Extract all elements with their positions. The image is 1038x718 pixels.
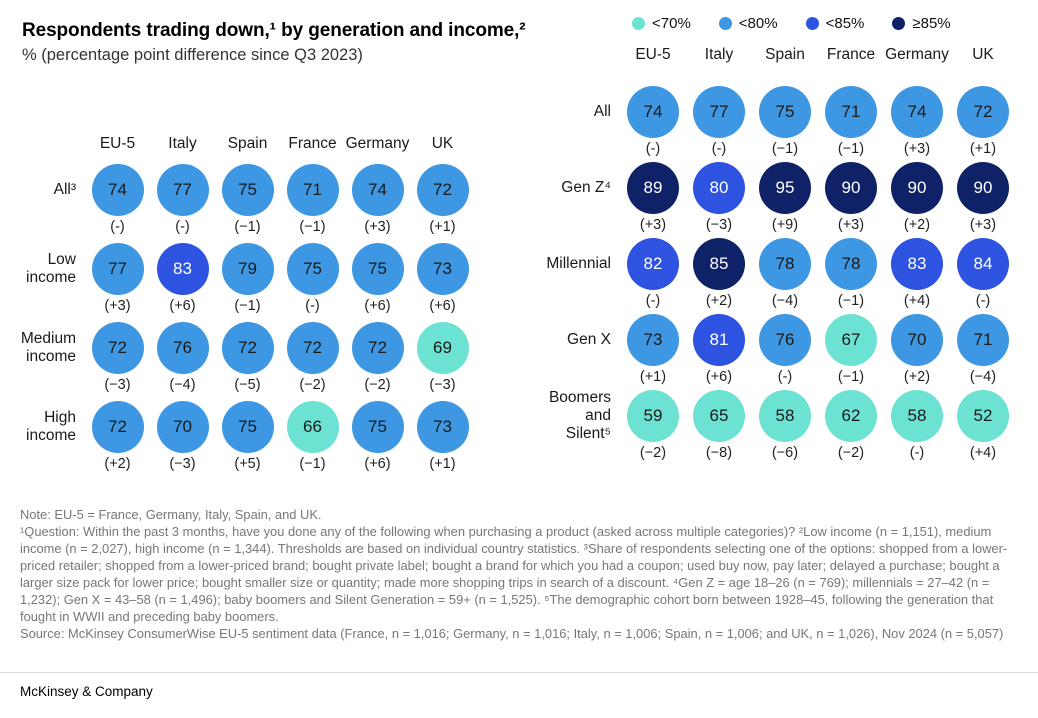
source-line: Source: McKinsey ConsumerWise EU-5 sentiment data (France, n = 1,016; Germany, n = 1,016; Italy, n = 1,006; Spain, n = 1,006; and UK, n = 1,026), Nov 2024 (n = 5,057) (20, 626, 1004, 641)
delta-label: (−2) (299, 377, 326, 393)
data-cell (150, 164, 215, 235)
legend-dot-icon (892, 17, 905, 30)
value-circle: 78 (825, 238, 877, 290)
delta-label: (+6) (429, 298, 456, 314)
data-cell (752, 238, 818, 309)
data-cell (686, 314, 752, 385)
data-cell (884, 314, 950, 385)
delta-label: (+3) (639, 217, 667, 233)
legend-item (806, 15, 865, 32)
data-cell (950, 390, 1016, 461)
grid-row (20, 322, 475, 393)
data-cell (280, 322, 345, 393)
delta-label: (+3) (969, 217, 997, 233)
legend-item (892, 15, 950, 32)
data-cell (950, 162, 1016, 233)
delta-label: (−4) (169, 377, 196, 393)
data-cell (345, 322, 410, 393)
delta-label: (−2) (639, 445, 667, 461)
data-cell (85, 401, 150, 472)
value-circle: 70 (891, 314, 943, 366)
data-cell (150, 401, 215, 472)
delta-label: (−1) (234, 219, 261, 235)
delta-label: (−6) (771, 445, 799, 461)
delta-label: (-) (975, 293, 991, 309)
data-cell (686, 162, 752, 233)
delta-label: (−1) (234, 298, 261, 314)
value-circle: 70 (157, 401, 209, 453)
delta-label: (−2) (837, 445, 865, 461)
value-circle: 72 (352, 322, 404, 374)
data-cell (215, 164, 280, 235)
generation-grid (545, 46, 1016, 466)
value-circle: 74 (352, 164, 404, 216)
data-cell (150, 322, 215, 393)
delta-label: (-) (645, 141, 661, 157)
delta-label: (−3) (705, 217, 733, 233)
column-header: France (826, 46, 876, 63)
delta-label: (−1) (299, 456, 326, 472)
data-cell (884, 162, 950, 233)
delta-label: (-) (777, 369, 793, 385)
value-circle: 75 (352, 401, 404, 453)
value-circle: 76 (759, 314, 811, 366)
delta-label: (−3) (429, 377, 456, 393)
value-circle: 95 (759, 162, 811, 214)
data-cell (752, 314, 818, 385)
legend-label: <80% (738, 15, 778, 32)
data-cell (215, 401, 280, 472)
row-label: All (593, 102, 611, 120)
data-cell (752, 390, 818, 461)
value-circle: 66 (287, 401, 339, 453)
delta-label: (-) (110, 219, 125, 235)
data-cell (150, 243, 215, 314)
value-circle: 90 (825, 162, 877, 214)
column-header: UK (972, 46, 994, 63)
value-circle: 71 (825, 86, 877, 138)
data-cell (280, 164, 345, 235)
data-cell (686, 86, 752, 157)
value-circle: 72 (92, 401, 144, 453)
delta-label: (+2) (903, 217, 931, 233)
grid-row (545, 86, 1016, 157)
value-circle: 74 (891, 86, 943, 138)
value-circle: 90 (957, 162, 1009, 214)
note-line: Note: EU-5 = France, Germany, Italy, Spain, and UK. (20, 507, 322, 522)
data-cell (818, 162, 884, 233)
data-cell (215, 243, 280, 314)
delta-label: (+3) (104, 298, 131, 314)
column-header: EU-5 (99, 135, 136, 152)
value-circle: 90 (891, 162, 943, 214)
delta-label: (-) (645, 293, 661, 309)
row-label: Medium income (20, 329, 76, 365)
value-circle: 75 (222, 164, 274, 216)
value-circle: 58 (891, 390, 943, 442)
value-circle: 62 (825, 390, 877, 442)
footer-divider (0, 672, 1038, 673)
row-label: Millennial (546, 254, 611, 272)
label-spacer (545, 46, 620, 64)
column-header: Germany (885, 46, 949, 63)
data-cell (818, 314, 884, 385)
value-circle: 84 (957, 238, 1009, 290)
delta-label: (−1) (837, 141, 865, 157)
delta-label: (+1) (429, 219, 456, 235)
value-circle: 85 (693, 238, 745, 290)
delta-label: (+3) (364, 219, 391, 235)
legend-label: ≥85% (912, 15, 951, 32)
delta-label: (-) (175, 219, 190, 235)
value-circle: 69 (417, 322, 469, 374)
value-circle: 79 (222, 243, 274, 295)
value-circle: 81 (693, 314, 745, 366)
delta-label: (−3) (104, 377, 131, 393)
grid-row (20, 401, 475, 472)
question-footnote: ¹Question: Within the past 3 months, have you done any of the following when purchasing a product (asked across multiple categories)? ²Low income (n = 1,151), medium income (n = 2,027), high income (n = 1,344). Thresholds are based on individual country statistics. ³Share of respondents selecting one of the options: shopped from a lower-priced retailer; shopped from a lower-priced brand; bought private label; bought a brand for which you had a coupon; used buy now, pay later; delayed a purchase; bought a larger size pack for lower price; bought smaller size or quantity; made more shopping trips in search of a discount. ⁴Gen Z = age 18–26 (n = 769); millennials = 27–42 (n = 1,232); Gen X = 43–58 (n = 1,496); baby boomers and Silent Generation = 59+ (n = 1,525). ⁵The demographic cohort born between 1928–45, following the generation that fought in WWII and preceding baby boomers. (20, 524, 1008, 624)
delta-label: (−1) (299, 219, 326, 235)
delta-label: (−1) (771, 141, 799, 157)
data-cell (620, 314, 686, 385)
delta-label: (−3) (169, 456, 196, 472)
value-circle: 89 (627, 162, 679, 214)
data-cell (620, 86, 686, 157)
delta-label: (+6) (169, 298, 196, 314)
column-header: Italy (704, 46, 734, 63)
row-label: All³ (53, 180, 76, 198)
value-circle: 59 (627, 390, 679, 442)
value-circle: 72 (92, 322, 144, 374)
value-circle: 75 (352, 243, 404, 295)
data-cell (950, 86, 1016, 157)
data-cell (686, 238, 752, 309)
value-circle: 72 (417, 164, 469, 216)
data-cell (345, 401, 410, 472)
data-cell (752, 162, 818, 233)
delta-label: (+4) (969, 445, 997, 461)
page-title: Respondents trading down,¹ by generation and income,² (22, 20, 526, 41)
income-grid-column-headers (20, 135, 475, 153)
value-circle: 72 (287, 322, 339, 374)
delta-label: (−4) (969, 369, 997, 385)
title-block (22, 20, 526, 65)
generation-grid-column-headers (545, 46, 1016, 64)
value-circle: 75 (222, 401, 274, 453)
delta-label: (+6) (364, 298, 391, 314)
row-label: High income (26, 408, 76, 444)
grid-row (545, 390, 1016, 461)
delta-label: (+1) (969, 141, 997, 157)
legend-dot-icon (806, 17, 819, 30)
column-header: Spain (765, 46, 805, 63)
value-circle: 67 (825, 314, 877, 366)
value-circle: 71 (287, 164, 339, 216)
value-circle: 83 (891, 238, 943, 290)
data-cell (345, 243, 410, 314)
data-cell (620, 238, 686, 309)
value-circle: 72 (957, 86, 1009, 138)
delta-label: (−8) (705, 445, 733, 461)
value-circle: 73 (417, 243, 469, 295)
delta-label: (-) (909, 445, 925, 461)
delta-label: (+3) (837, 217, 865, 233)
data-cell (85, 164, 150, 235)
delta-label: (−1) (837, 369, 865, 385)
delta-label: (+6) (364, 456, 391, 472)
delta-label: (+9) (771, 217, 799, 233)
row-label: Low income (26, 250, 76, 286)
grid-row (20, 243, 475, 314)
value-circle: 77 (693, 86, 745, 138)
delta-label: (−4) (771, 293, 799, 309)
value-circle: 71 (957, 314, 1009, 366)
data-cell (215, 322, 280, 393)
delta-label: (-) (305, 298, 320, 314)
value-circle: 77 (92, 243, 144, 295)
value-circle: 74 (627, 86, 679, 138)
color-legend (632, 15, 951, 32)
page-subtitle: % (percentage point difference since Q3 2023) (22, 46, 363, 64)
delta-label: (+1) (429, 456, 456, 472)
data-cell (620, 390, 686, 461)
data-cell (686, 390, 752, 461)
data-cell (752, 86, 818, 157)
delta-label: (+3) (903, 141, 931, 157)
data-cell (410, 243, 475, 314)
delta-label: (+2) (705, 293, 733, 309)
row-label: Gen X (567, 330, 611, 348)
value-circle: 74 (92, 164, 144, 216)
data-cell (818, 238, 884, 309)
data-cell (410, 322, 475, 393)
column-header: EU-5 (635, 46, 671, 63)
data-cell (620, 162, 686, 233)
grid-row (545, 162, 1016, 233)
column-header: UK (431, 135, 454, 152)
income-grid (20, 135, 475, 480)
legend-item (719, 15, 778, 32)
income-grid-rows (20, 164, 475, 472)
delta-label: (+2) (104, 456, 131, 472)
data-cell (818, 86, 884, 157)
data-cell (950, 238, 1016, 309)
legend-dot-icon (719, 17, 732, 30)
value-circle: 73 (417, 401, 469, 453)
value-circle: 72 (222, 322, 274, 374)
data-cell (950, 314, 1016, 385)
data-cell (280, 401, 345, 472)
value-circle: 73 (627, 314, 679, 366)
data-cell (818, 390, 884, 461)
data-cell (85, 322, 150, 393)
data-cell (410, 401, 475, 472)
legend-label: <85% (825, 15, 865, 32)
data-cell (884, 390, 950, 461)
value-circle: 52 (957, 390, 1009, 442)
value-circle: 83 (157, 243, 209, 295)
label-spacer (20, 135, 85, 153)
delta-label: (+2) (903, 369, 931, 385)
delta-label: (−2) (364, 377, 391, 393)
legend-dot-icon (632, 17, 645, 30)
data-cell (410, 164, 475, 235)
delta-label: (-) (711, 141, 727, 157)
value-circle: 77 (157, 164, 209, 216)
data-cell (85, 243, 150, 314)
delta-label: (+4) (903, 293, 931, 309)
grid-row (545, 238, 1016, 309)
delta-label: (−1) (837, 293, 865, 309)
column-header: Germany (345, 135, 410, 152)
delta-label: (−5) (234, 377, 261, 393)
value-circle: 82 (627, 238, 679, 290)
row-label: Boomers and Silent⁵ (548, 388, 611, 443)
data-cell (345, 164, 410, 235)
grid-row (20, 164, 475, 235)
delta-label: (+6) (705, 369, 733, 385)
footnotes (20, 506, 1024, 642)
data-cell (884, 238, 950, 309)
column-header: Italy (168, 135, 197, 152)
data-cell (280, 243, 345, 314)
value-circle: 65 (693, 390, 745, 442)
value-circle: 78 (759, 238, 811, 290)
legend-item (632, 15, 691, 32)
delta-label: (+1) (639, 369, 667, 385)
value-circle: 75 (287, 243, 339, 295)
grid-row (545, 314, 1016, 385)
data-cell (884, 86, 950, 157)
legend-label: <70% (652, 15, 691, 32)
mckinsey-brand: McKinsey & Company (20, 684, 153, 699)
value-circle: 76 (157, 322, 209, 374)
delta-label: (+5) (234, 456, 261, 472)
generation-grid-rows (545, 86, 1016, 461)
column-header: France (288, 135, 337, 152)
column-header: Spain (227, 135, 268, 152)
value-circle: 75 (759, 86, 811, 138)
value-circle: 80 (693, 162, 745, 214)
row-label: Gen Z⁴ (561, 178, 611, 196)
value-circle: 58 (759, 390, 811, 442)
